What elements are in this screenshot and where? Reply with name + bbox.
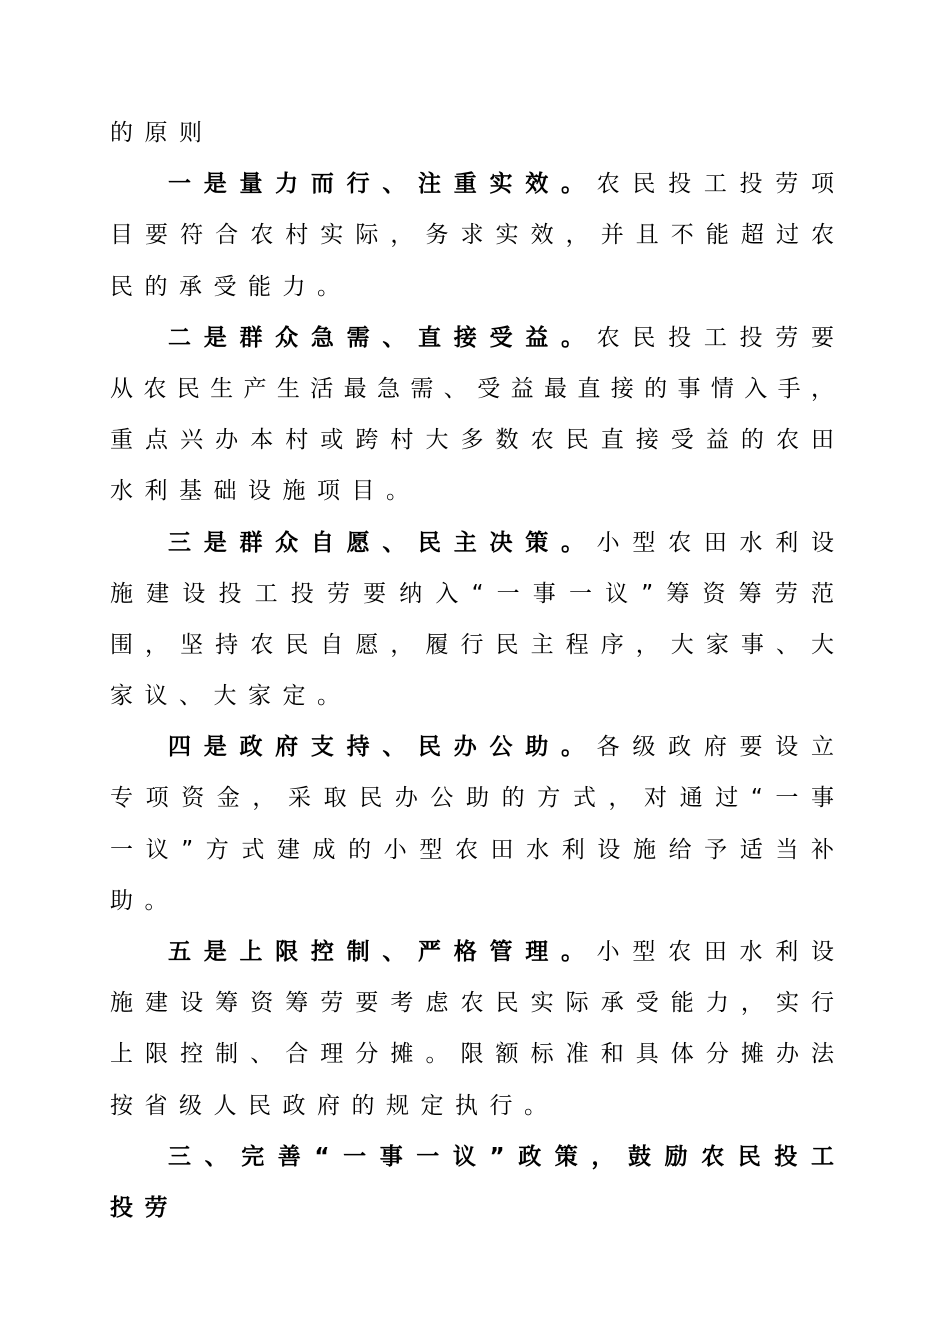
paragraph-line: 施建设投工投劳要纳入“一事一议”筹资筹劳范 [110,580,834,607]
paragraph-line: 家议、大家定。 [110,683,352,710]
paragraph-first-line [110,927,834,978]
paragraph-first-line [110,313,834,364]
paragraph-line: 重点兴办本村或跨村大多数农民直接受益的农田 [110,427,834,454]
principle-title: 三是群众自愿、民主决策。 [168,529,597,556]
document-page [110,108,834,1234]
paragraph-line: 从农民生产生活最急需、受益最直接的事情入手， [110,375,834,402]
paragraph-line: 水利基础设施项目。 [110,478,421,505]
paragraph-first-line [110,518,834,569]
paragraph-line: 目要符合农村实际，务求实效，并且不能超过农 [110,222,834,249]
paragraph-first-line [110,159,834,210]
paragraph-text: 农民投工投劳要 [596,324,834,351]
paragraph-line: 助。 [110,887,179,914]
principle-title: 二是群众急需、直接受益。 [168,324,597,351]
paragraph-line: 一议”方式建成的小型农田水利设施给予适当补 [110,836,834,863]
paragraph-text: 小型农田水利设 [596,529,834,556]
principle-title: 四是政府支持、民办公助。 [168,734,597,761]
paragraph-line: 按省级人民政府的规定执行。 [110,1092,559,1119]
paragraph-text: 农民投工投劳项 [596,171,834,198]
section-heading: 投劳 [110,1194,179,1221]
paragraph-line: 上限控制、合理分摊。限额标准和具体分摊办法 [110,1041,834,1068]
principle-title: 五是上限控制、严格管理。 [168,939,597,965]
paragraph-line: 围，坚持农民自愿，履行民主程序，大家事、大 [110,631,834,658]
paragraph-line: 专项资金，采取民办公助的方式，对通过“一事 [110,785,834,812]
principle-title: 一是量力而行、注重实效。 [168,171,597,198]
paragraph-line: 施建设筹资筹劳要考虑农民实际承受能力，实行 [110,990,834,1017]
paragraph-first-line [110,722,834,773]
paragraph-line: 民的承受能力。 [110,273,352,300]
paragraph-text: 各级政府要设立 [596,734,834,761]
paragraph-text: 小型农田水利设 [596,939,834,965]
paragraph-line: 的原则 [110,120,214,146]
section-heading: 三、完善“一事一议”政策，鼓励农民投工 [168,1143,834,1170]
